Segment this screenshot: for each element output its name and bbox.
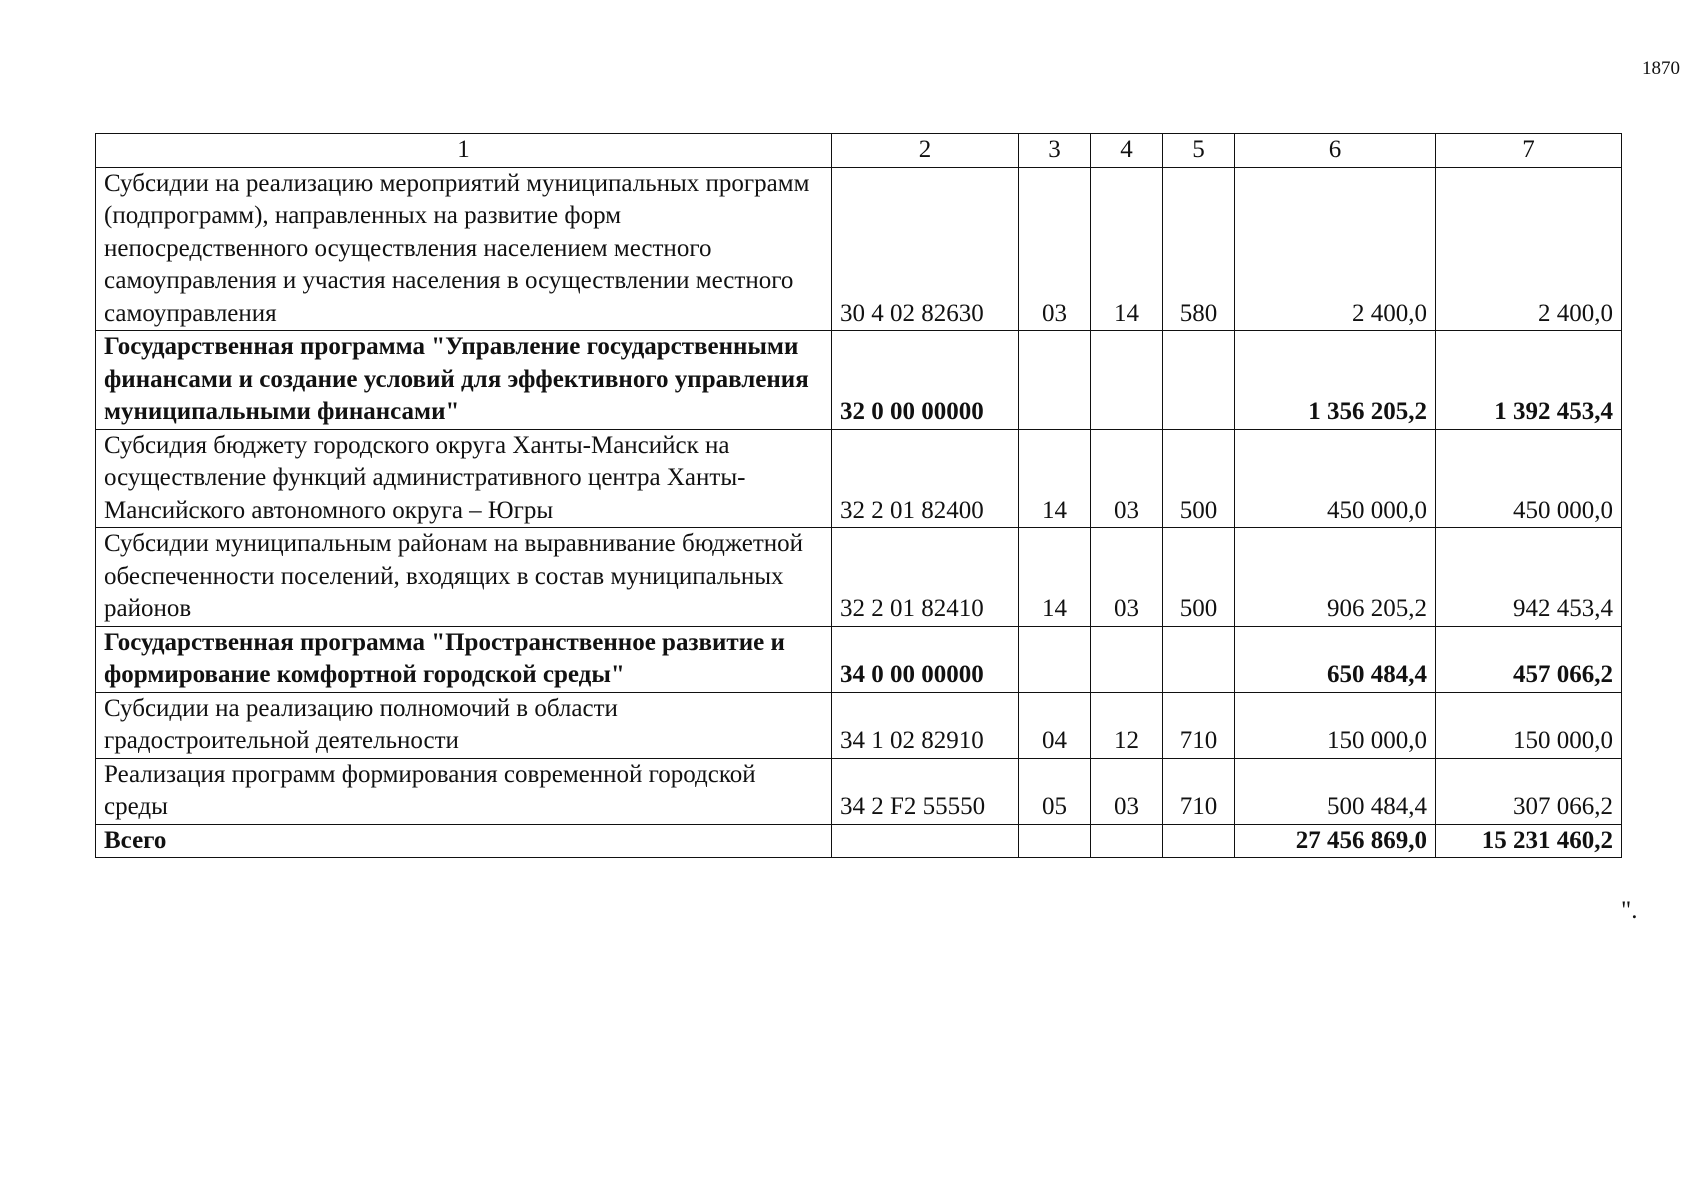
row-amount-col-7: 150 000,0 [1436,692,1622,758]
row-col-3 [1019,331,1091,430]
row-name: Субсидии на реализацию полномочий в области градостроительной деятельности [96,692,832,758]
row-col-3: 03 [1019,167,1091,331]
row-col-3: 14 [1019,528,1091,627]
header-col-1: 1 [96,134,832,168]
row-name: Субсидия бюджету городского округа Ханты-Мансийск на осуществление функций административного центра Ханты-Мансийского автономного округа – Югры [96,429,832,528]
total-label: Всего [96,824,832,858]
table-row-program [96,626,1622,692]
header-col-7: 7 [1436,134,1622,168]
row-name: Субсидии муниципальным районам на выравнивание бюджетной обеспеченности поселений, входящих в состав муниципальных районов [96,528,832,627]
row-target-code: 30 4 02 82630 [832,167,1019,331]
row-col-5: 710 [1163,758,1235,824]
row-name: Государственная программа "Пространственное развитие и формирование комфортной городской среды" [96,626,832,692]
row-col-4 [1091,331,1163,430]
header-col-4: 4 [1091,134,1163,168]
row-amount-col-6: 150 000,0 [1235,692,1436,758]
row-amount-col-6: 450 000,0 [1235,429,1436,528]
row-col-4: 03 [1091,758,1163,824]
header-col-2: 2 [832,134,1019,168]
row-target-code: 32 0 00 00000 [832,331,1019,430]
row-amount-col-6: 2 400,0 [1235,167,1436,331]
row-col-3 [1019,626,1091,692]
table-row-total [96,824,1622,858]
row-col-4: 14 [1091,167,1163,331]
total-amount-col-7: 15 231 460,2 [1436,824,1622,858]
row-col-4: 12 [1091,692,1163,758]
row-col-5: 500 [1163,429,1235,528]
row-amount-col-6: 906 205,2 [1235,528,1436,627]
closing-quote: ". [1621,897,1638,924]
row-amount-col-7: 942 453,4 [1436,528,1622,627]
table-row [96,528,1622,627]
row-col-3 [1019,824,1091,858]
row-col-4: 03 [1091,429,1163,528]
table-row [96,692,1622,758]
row-col-3: 04 [1019,692,1091,758]
header-col-3: 3 [1019,134,1091,168]
total-amount-col-6: 27 456 869,0 [1235,824,1436,858]
table-row [96,429,1622,528]
row-amount-col-6: 500 484,4 [1235,758,1436,824]
row-target-code [832,824,1019,858]
row-amount-col-6: 650 484,4 [1235,626,1436,692]
row-amount-col-7: 2 400,0 [1436,167,1622,331]
row-col-5 [1163,824,1235,858]
row-col-4 [1091,626,1163,692]
row-target-code: 32 2 01 82400 [832,429,1019,528]
row-amount-col-7: 307 066,2 [1436,758,1622,824]
row-target-code: 32 2 01 82410 [832,528,1019,627]
row-col-5: 710 [1163,692,1235,758]
row-name: Реализация программ формирования современной городской среды [96,758,832,824]
row-amount-col-6: 1 356 205,2 [1235,331,1436,430]
row-col-5: 500 [1163,528,1235,627]
row-amount-col-7: 450 000,0 [1436,429,1622,528]
row-target-code: 34 0 00 00000 [832,626,1019,692]
row-name: Субсидии на реализацию мероприятий муниципальных программ (подпрограмм), направленных на развитие форм непосредственного осуществления населением местного самоуправления и участия населения в осуществлении местного самоуправления [96,167,832,331]
row-name: Государственная программа "Управление государственными финансами и создание условий для эффективного управления муниципальными финансами" [96,331,832,430]
header-col-6: 6 [1235,134,1436,168]
row-amount-col-7: 1 392 453,4 [1436,331,1622,430]
table-row [96,167,1622,331]
row-col-3: 14 [1019,429,1091,528]
table-row [96,758,1622,824]
row-amount-col-7: 457 066,2 [1436,626,1622,692]
row-col-4 [1091,824,1163,858]
row-target-code: 34 1 02 82910 [832,692,1019,758]
row-col-5 [1163,626,1235,692]
table-row-program [96,331,1622,430]
budget-table [95,133,1622,858]
row-col-4: 03 [1091,528,1163,627]
row-target-code: 34 2 F2 55550 [832,758,1019,824]
row-col-3: 05 [1019,758,1091,824]
budget-table-container [95,133,1621,858]
table-header-row [96,134,1622,168]
page-number: 1870 [1642,58,1680,79]
row-col-5: 580 [1163,167,1235,331]
header-col-5: 5 [1163,134,1235,168]
row-col-5 [1163,331,1235,430]
